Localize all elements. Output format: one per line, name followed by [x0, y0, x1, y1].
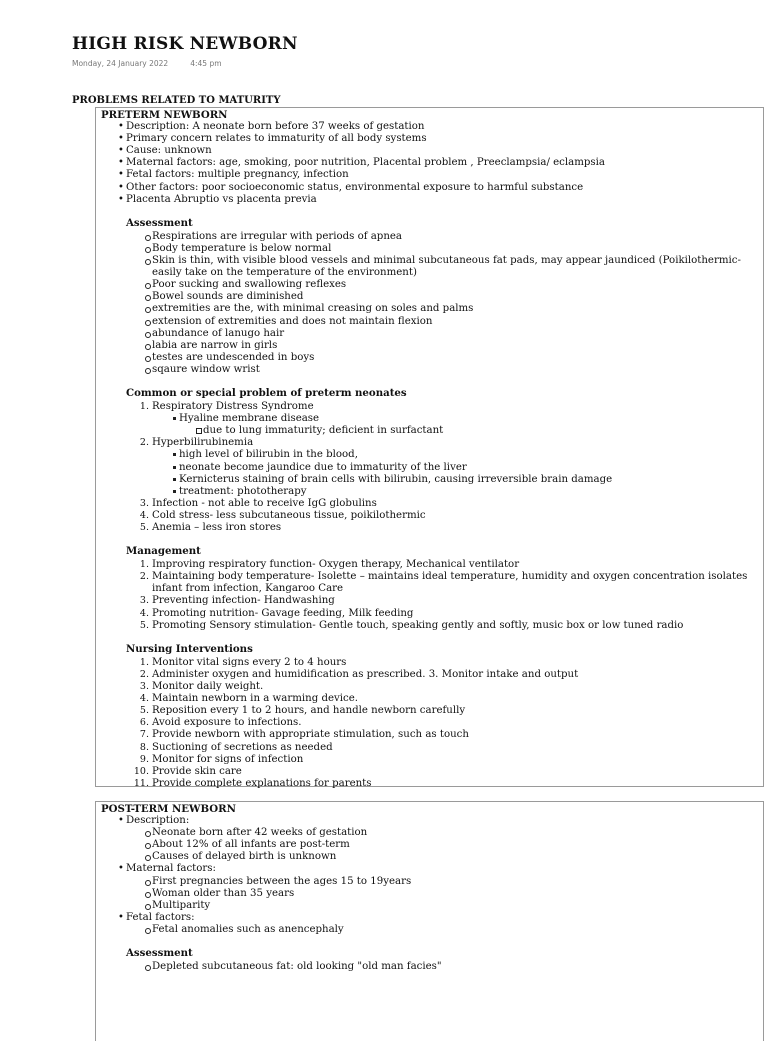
- list-item: [99, 571, 760, 595]
- page-title: HIGH RISK NEWBORN: [72, 34, 298, 54]
- list-item: • Maternal factors: age, smoking, poor nutrition, Placental problem , Preeclampsia/ eclampsia: [99, 157, 760, 169]
- list-item: [99, 657, 760, 669]
- list-item: Hyaline membrane disease: [99, 413, 760, 425]
- item-number: 3.: [139, 595, 149, 607]
- management-list: [99, 559, 760, 632]
- list-item: Fetal anomalies such as anencephaly: [99, 924, 760, 936]
- list-item: [99, 717, 760, 729]
- list-item: Multiparity: [99, 900, 760, 912]
- list-item: abundance of lanugo hair: [99, 328, 760, 340]
- list-item: [99, 742, 760, 754]
- list-item: [99, 766, 760, 778]
- problems-heading: Common or special problem of preterm neonates: [126, 386, 407, 399]
- postterm-box: [95, 801, 764, 1041]
- list-item: Woman older than 35 years: [99, 888, 760, 900]
- page-time: 4:45 pm: [190, 59, 222, 68]
- item-text: Maintaining body temperature- Isolette – maintains ideal temperature, humidity and oxygen concentration isolates infant from infection, Kangaroo Care: [152, 571, 748, 595]
- list-item: [99, 401, 760, 413]
- list-item: neonate become jaundice due to immaturity of the liver: [99, 462, 760, 474]
- item-text: Infection - not able to receive IgG globulins: [152, 497, 377, 509]
- item-text: Improving respiratory function- Oxygen therapy, Mechanical ventilator: [152, 559, 520, 571]
- page-meta: [72, 59, 222, 68]
- item-text: Monitor for signs of infection: [152, 753, 304, 765]
- item-number: 4.: [139, 693, 149, 705]
- item-text: Promoting Sensory stimulation- Gentle touch, speaking gently and softly, music box or low tuned radio: [152, 619, 684, 631]
- postterm-bullets: [99, 863, 760, 875]
- item-number: 4.: [139, 607, 149, 619]
- list-item: [99, 608, 760, 620]
- list-item: [99, 595, 760, 607]
- item-text: Suctioning of secretions as needed: [152, 741, 333, 753]
- list-item: [99, 681, 760, 693]
- problem-sublist: [99, 413, 760, 425]
- list-item: • Placenta Abruptio vs placenta previa: [99, 194, 760, 206]
- item-number: 10.: [133, 765, 149, 777]
- item-number: 2.: [139, 668, 149, 680]
- postterm-title: POST-TERM NEWBORN: [101, 803, 236, 815]
- list-item: [99, 729, 760, 741]
- list-item: [99, 778, 760, 790]
- list-item: Depleted subcutaneous fat: old looking "old man facies": [99, 961, 760, 973]
- section-title: PROBLEMS RELATED TO MATURITY: [72, 95, 281, 106]
- list-item: Body temperature is below normal: [99, 243, 760, 255]
- list-item: high level of bilirubin in the blood,: [99, 449, 760, 461]
- nursing-list: [99, 657, 760, 790]
- list-item: [99, 437, 760, 449]
- list-item: [99, 559, 760, 571]
- list-item: [99, 510, 760, 522]
- item-text: Provide skin care: [152, 765, 242, 777]
- description-list: [99, 827, 760, 863]
- list-item: Bowel sounds are diminished: [99, 291, 760, 303]
- item-text: Maintain newborn in a warming device.: [152, 693, 358, 705]
- list-item: [99, 669, 760, 681]
- item-number: 1.: [139, 401, 149, 413]
- list-item: • Description: A neonate born before 37 weeks of gestation: [99, 121, 760, 133]
- list-item: extension of extremities and does not maintain flexion: [99, 316, 760, 328]
- problems-list: [99, 498, 760, 534]
- item-number: 11.: [133, 777, 149, 789]
- item-number: 5.: [139, 619, 149, 631]
- list-item: • Other factors: poor socioeconomic status, environmental exposure to harmful substance: [99, 182, 760, 194]
- item-text: Hyperbilirubinemia: [152, 437, 254, 449]
- nursing-heading: Nursing Interventions: [126, 642, 253, 655]
- preterm-title: PRETERM NEWBORN: [101, 109, 228, 121]
- list-item: Poor sucking and swallowing reflexes: [99, 279, 760, 291]
- item-number: 2.: [139, 437, 149, 449]
- list-item: • Fetal factors:: [99, 912, 760, 924]
- list-item: First pregnancies between the ages 15 to 19years: [99, 876, 760, 888]
- list-item: [99, 705, 760, 717]
- problem-subsublist: [99, 425, 760, 437]
- postterm-assessment-heading: Assessment: [126, 947, 193, 960]
- problems-list: [99, 401, 760, 413]
- list-item: sqaure window wrist: [99, 364, 760, 376]
- list-item: due to lung immaturity; deficient in surfactant: [99, 425, 760, 437]
- item-number: 1.: [139, 559, 149, 571]
- item-text: Monitor vital signs every 2 to 4 hours: [152, 656, 347, 668]
- item-number: 5.: [139, 522, 149, 533]
- list-item: extremities are the, with minimal creasing on soles and palms: [99, 303, 760, 315]
- list-item: Kernicterus staining of brain cells with bilirubin, causing irreversible brain damage: [99, 474, 760, 486]
- list-item: • Description:: [99, 815, 760, 827]
- management-heading: Management: [126, 545, 201, 558]
- postterm-bullets: [99, 912, 760, 924]
- list-item: • Cause: unknown: [99, 145, 760, 157]
- item-text: Preventing infection- Handwashing: [152, 595, 335, 607]
- list-item: • Maternal factors:: [99, 863, 760, 875]
- item-text: Avoid exposure to infections.: [152, 717, 302, 729]
- list-item: Respirations are irregular with periods of apnea: [99, 231, 760, 243]
- item-number: 9.: [139, 753, 149, 765]
- postterm-bullets: [99, 815, 760, 827]
- maternal-list: [99, 876, 760, 912]
- page-date: Monday, 24 January 2022: [72, 59, 169, 68]
- item-number: 8.: [139, 741, 149, 753]
- item-text: Promoting nutrition- Gavage feeding, Milk feeding: [152, 607, 414, 619]
- item-text: Monitor daily weight.: [152, 681, 264, 693]
- item-text: Cold stress- less subcutaneous tissue, poikilothermic: [152, 509, 426, 521]
- item-number: 1.: [139, 656, 149, 668]
- item-number: 3.: [139, 681, 149, 693]
- item-number: 6.: [139, 717, 149, 729]
- fetal-list: [99, 924, 760, 936]
- item-number: 7.: [139, 729, 149, 741]
- list-item: [99, 522, 760, 534]
- item-text: Provide complete explanations for parents: [152, 777, 372, 789]
- postterm-assessment-list: [99, 961, 760, 973]
- list-item: [99, 754, 760, 766]
- preterm-box: [95, 107, 764, 787]
- problem-sublist: [99, 449, 760, 497]
- preterm-bullets: [99, 121, 760, 206]
- item-text: Reposition every 1 to 2 hours, and handle newborn carefully: [152, 705, 466, 717]
- item-text: Anemia – less iron stores: [152, 522, 282, 533]
- list-item: testes are undescended in boys: [99, 352, 760, 364]
- list-item: • Fetal factors: multiple pregnancy, infection: [99, 169, 760, 181]
- list-item: About 12% of all infants are post-term: [99, 839, 760, 851]
- assessment-list: [99, 231, 760, 376]
- list-item: treatment: phototherapy: [99, 486, 760, 498]
- assessment-heading: Assessment: [126, 216, 193, 229]
- list-item: Causes of delayed birth is unknown: [99, 851, 760, 863]
- list-item: [99, 498, 760, 510]
- item-text: Administer oxygen and humidification as prescribed. 3. Monitor intake and output: [152, 668, 579, 680]
- problems-list: [99, 437, 760, 449]
- item-text: Provide newborn with appropriate stimulation, such as touch: [152, 729, 469, 741]
- list-item: labia are narrow in girls: [99, 340, 760, 352]
- list-item: • Primary concern relates to immaturity of all body systems: [99, 133, 760, 145]
- list-item: [99, 693, 760, 705]
- list-item: Neonate born after 42 weeks of gestation: [99, 827, 760, 839]
- list-item: Skin is thin, with visible blood vessels and minimal subcutaneous fat pads, may appear jaundiced (Poikilothermic- easily take on the temperature of the environment): [99, 255, 760, 279]
- item-number: 5.: [139, 705, 149, 717]
- item-number: 2.: [139, 571, 149, 583]
- list-item: [99, 620, 760, 632]
- item-number: 3.: [139, 497, 149, 509]
- item-text: Respiratory Distress Syndrome: [152, 401, 314, 413]
- item-number: 4.: [139, 509, 149, 521]
